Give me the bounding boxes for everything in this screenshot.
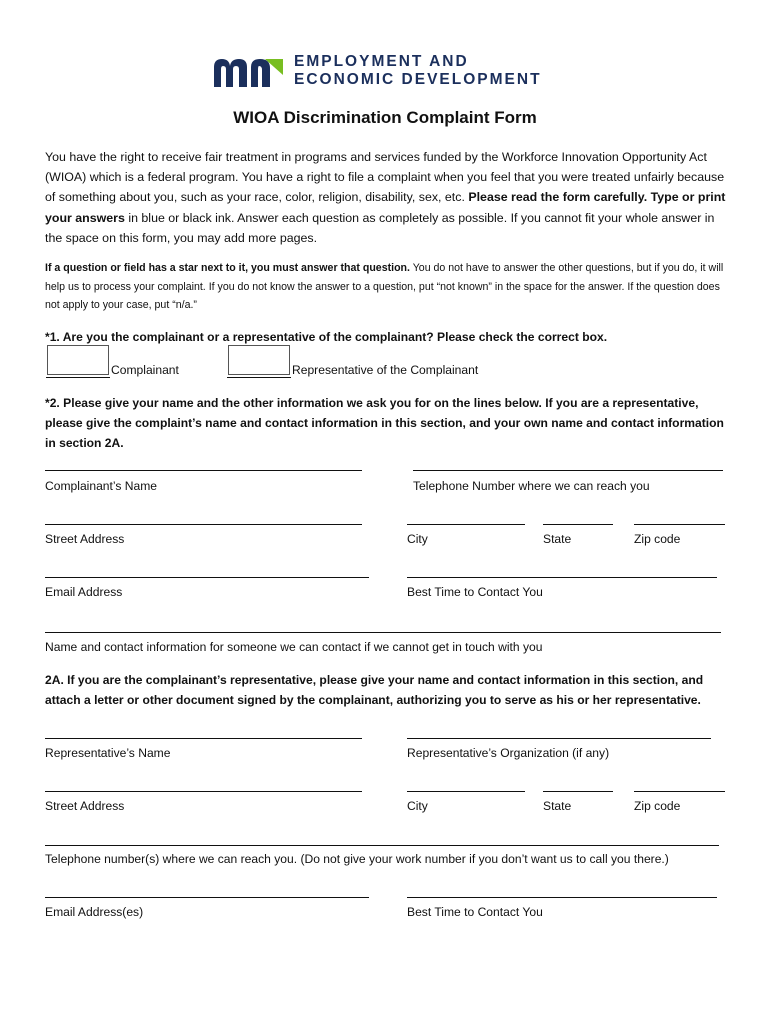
rep-state-line[interactable] [543, 791, 613, 792]
mn-logo-icon [210, 55, 286, 89]
rep-name-line[interactable] [45, 738, 362, 739]
alt-contact-line[interactable] [45, 632, 721, 633]
state-line[interactable] [543, 524, 613, 525]
city-label: City [407, 532, 428, 546]
checkbox-underline [227, 377, 291, 378]
rep-name-label: Representative’s Name [45, 746, 171, 760]
rep-phone-line[interactable] [45, 845, 719, 846]
city-line[interactable] [407, 524, 525, 525]
rep-street-label: Street Address [45, 799, 125, 813]
state-label: State [543, 532, 572, 546]
rep-state-label: State [543, 799, 572, 813]
representative-checkbox[interactable] [228, 345, 290, 375]
rep-email-line[interactable] [45, 897, 369, 898]
complainant-name-line[interactable] [45, 470, 362, 471]
email-label: Email Address [45, 585, 123, 599]
question-2: *2. Please give your name and the other information we ask you for on the lines below. If you are a representative, please give the complaint’s name and contact information in this section, and your own name and contact information in section 2A. [45, 396, 724, 450]
intro-paragraph: You have the right to receive fair treatment in programs and services funded by the Workforce Innovation Opportunity Act (WIOA) which is a federal program. You have a right to file a complaint when you feel that you were treated unfairly because of something about you, such as your race, color, religion, disability, sex, etc. Please read the form carefully. Type or print your answers in blue or black ink. Answer each question as completely as possible. If you cannot fit your whole answer in the space on this form, you may add more pages. [45, 150, 726, 245]
street-line[interactable] [45, 524, 362, 525]
best-time-label: Best Time to Contact You [407, 585, 543, 599]
org-name-line2: ECONOMIC DEVELOPMENT [294, 71, 542, 88]
telephone-label: Telephone Number where we can reach you [413, 479, 650, 493]
rep-email-label: Email Address(es) [45, 905, 144, 919]
rep-best-time-line[interactable] [407, 897, 717, 898]
complainant-option-label: Complainant [111, 363, 179, 377]
complainant-name-label: Complainant’s Name [45, 479, 158, 493]
complainant-checkbox[interactable] [47, 345, 109, 375]
telephone-line[interactable] [413, 470, 723, 471]
question-2a: 2A. If you are the complainant’s representative, please give your name and contact information in this section, and attach a letter or other document signed by the complainant, authorizing you to serve as his or her representative. [45, 673, 704, 707]
zip-line[interactable] [634, 524, 725, 525]
org-name-line1: EMPLOYMENT AND [294, 53, 469, 70]
checkbox-underline [46, 377, 110, 378]
rep-city-label: City [407, 799, 428, 813]
alt-contact-label: Name and contact information for someone we can contact if we cannot get in touch with you [45, 640, 543, 654]
rep-phone-label: Telephone number(s) where we can reach you. (Do not give your work number if you don’t want us to call you there.) [45, 852, 669, 866]
rep-city-line[interactable] [407, 791, 525, 792]
rep-best-time-label: Best Time to Contact You [407, 905, 543, 919]
form-title: WIOA Discrimination Complaint Form [233, 108, 537, 127]
email-line[interactable] [45, 577, 369, 578]
best-time-line[interactable] [407, 577, 717, 578]
representative-option-label: Representative of the Complainant [292, 363, 479, 377]
rep-zip-line[interactable] [634, 791, 725, 792]
rep-street-line[interactable] [45, 791, 362, 792]
rep-org-label: Representative’s Organization (if any) [407, 746, 610, 760]
zip-label: Zip code [634, 532, 681, 546]
street-label: Street Address [45, 532, 125, 546]
rep-org-line[interactable] [407, 738, 711, 739]
star-note-paragraph: If a question or field has a star next to it, you must answer that question. You do not have to answer the other questions, but if you do, it will help us to process your complaint. If you do not know the answer to a question, put “not known” in the space for the answer. If the question does not apply to your case, put “n/a.” [45, 262, 724, 312]
question-1: *1. Are you the complainant or a representative of the complainant? Please check the correct box. [45, 330, 608, 344]
rep-zip-label: Zip code [634, 799, 681, 813]
